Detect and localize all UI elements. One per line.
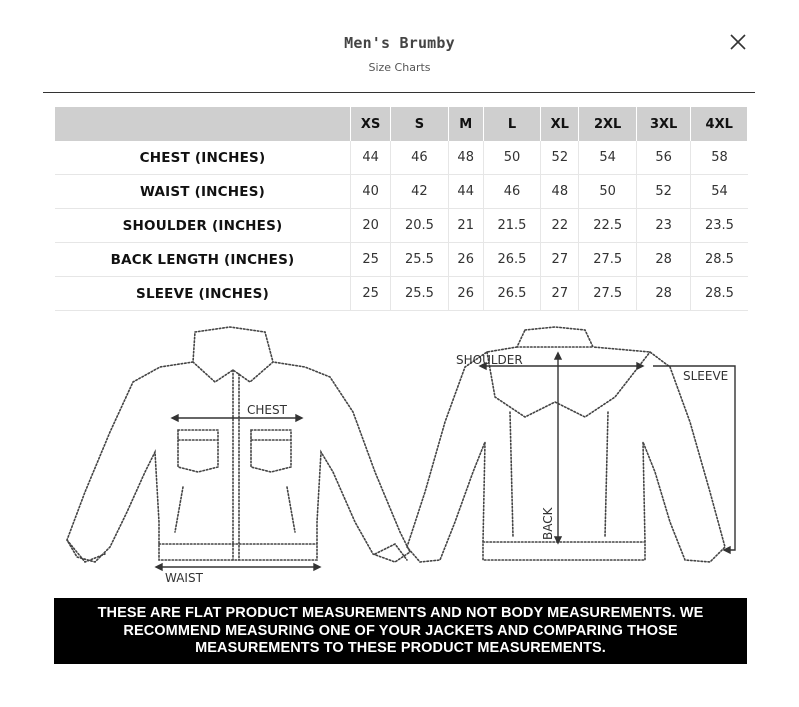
table-cell: 27.5 xyxy=(579,277,636,311)
banner-line-2: RECOMMEND MEASURING ONE OF YOUR JACKETS AND COMPARING THOSE xyxy=(123,622,678,639)
header-divider xyxy=(43,92,755,93)
header-blank-cell xyxy=(55,107,351,141)
size-header-3xl: 3XL xyxy=(636,107,691,141)
table-row xyxy=(55,141,748,175)
banner-line-3: MEASUREMENTS TO THESE PRODUCT MEASUREMENTS. xyxy=(195,640,606,656)
table-cell: 27 xyxy=(541,243,579,277)
table-row xyxy=(55,175,748,209)
back-jacket-panel-left xyxy=(510,412,513,537)
table-cell: 21.5 xyxy=(483,209,540,243)
table-cell: 26.5 xyxy=(483,277,540,311)
size-header-l: L xyxy=(483,107,540,141)
table-cell: 56 xyxy=(636,141,691,175)
front-jacket-cuff-left xyxy=(67,540,105,562)
table-cell: 40 xyxy=(351,175,391,209)
row-label: CHEST (INCHES) xyxy=(55,141,351,175)
table-cell: 54 xyxy=(691,175,748,209)
table-cell: 48 xyxy=(448,141,483,175)
table-cell: 25 xyxy=(351,243,391,277)
table-cell: 48 xyxy=(541,175,579,209)
size-header-2xl: 2XL xyxy=(579,107,636,141)
banner-line-1: THESE ARE FLAT PRODUCT MEASUREMENTS AND NOT BODY MEASUREMENTS. WE xyxy=(97,605,704,621)
row-label: WAIST (INCHES) xyxy=(55,175,351,209)
table-cell: 25.5 xyxy=(391,243,448,277)
back-jacket-body xyxy=(407,347,725,562)
shoulder-label: SHOULDER xyxy=(456,353,523,367)
table-cell: 23 xyxy=(636,209,691,243)
waist-label: WAIST xyxy=(165,571,203,584)
table-cell: 28.5 xyxy=(691,277,748,311)
table-cell: 25 xyxy=(351,277,391,311)
table-row xyxy=(55,277,748,311)
table-row xyxy=(55,209,748,243)
row-label: SLEEVE (INCHES) xyxy=(55,277,351,311)
table-cell: 54 xyxy=(579,141,636,175)
table-cell: 28 xyxy=(636,277,691,311)
table-cell: 46 xyxy=(391,141,448,175)
front-jacket-placket xyxy=(233,370,239,560)
jacket-measurement-diagram xyxy=(55,322,755,584)
table-cell: 28.5 xyxy=(691,243,748,277)
table-cell: 50 xyxy=(483,141,540,175)
table-cell: 22 xyxy=(541,209,579,243)
back-jacket-panel-right xyxy=(605,412,608,537)
front-jacket-pocket-left xyxy=(178,430,218,472)
chest-arrow-right xyxy=(296,415,302,421)
modal-title: Men's Brumby xyxy=(344,34,455,52)
table-cell: 22.5 xyxy=(579,209,636,243)
table-cell: 46 xyxy=(483,175,540,209)
modal-subtitle: Size Charts xyxy=(368,61,431,74)
back-jacket-collar xyxy=(517,327,593,347)
waist-arrow-right xyxy=(314,564,320,570)
table-cell: 58 xyxy=(691,141,748,175)
close-icon xyxy=(726,30,750,54)
size-chart-table xyxy=(55,107,748,311)
table-cell: 44 xyxy=(351,141,391,175)
table-cell: 26.5 xyxy=(483,243,540,277)
modal-header xyxy=(0,0,799,95)
table-cell: 26 xyxy=(448,277,483,311)
disclaimer-banner xyxy=(54,598,747,664)
shoulder-arrow-right xyxy=(637,363,643,369)
table-cell: 25.5 xyxy=(391,277,448,311)
chest-arrow-left xyxy=(172,415,178,421)
front-jacket-pocket-right xyxy=(251,430,291,472)
size-header-xl: XL xyxy=(541,107,579,141)
waist-arrow-left xyxy=(156,564,162,570)
close-button[interactable] xyxy=(726,30,750,54)
table-cell: 50 xyxy=(579,175,636,209)
table-cell: 26 xyxy=(448,243,483,277)
size-header-s: S xyxy=(391,107,448,141)
front-jacket-side-pocket-right xyxy=(287,487,295,532)
table-row xyxy=(55,243,748,277)
table-cell: 27.5 xyxy=(579,243,636,277)
table-cell: 20 xyxy=(351,209,391,243)
row-label: SHOULDER (INCHES) xyxy=(55,209,351,243)
table-cell: 23.5 xyxy=(691,209,748,243)
size-header-m: M xyxy=(448,107,483,141)
table-cell: 28 xyxy=(636,243,691,277)
table-cell: 44 xyxy=(448,175,483,209)
table-cell: 42 xyxy=(391,175,448,209)
sleeve-label: SLEEVE xyxy=(683,369,729,383)
chest-label: CHEST xyxy=(247,403,287,417)
table-cell: 52 xyxy=(541,141,579,175)
table-cell: 20.5 xyxy=(391,209,448,243)
jacket-illustration xyxy=(55,322,755,584)
row-label: BACK LENGTH (INCHES) xyxy=(55,243,351,277)
size-header-4xl: 4XL xyxy=(691,107,748,141)
front-jacket-side-pocket-left xyxy=(175,487,183,532)
back-label: BACK xyxy=(541,507,555,540)
sleeve-measure-line xyxy=(653,366,735,550)
table-cell: 27 xyxy=(541,277,579,311)
size-header-xs: XS xyxy=(351,107,391,141)
size-header-row xyxy=(55,107,748,141)
table-cell: 52 xyxy=(636,175,691,209)
table-cell: 21 xyxy=(448,209,483,243)
back-arrow-top xyxy=(555,353,561,359)
